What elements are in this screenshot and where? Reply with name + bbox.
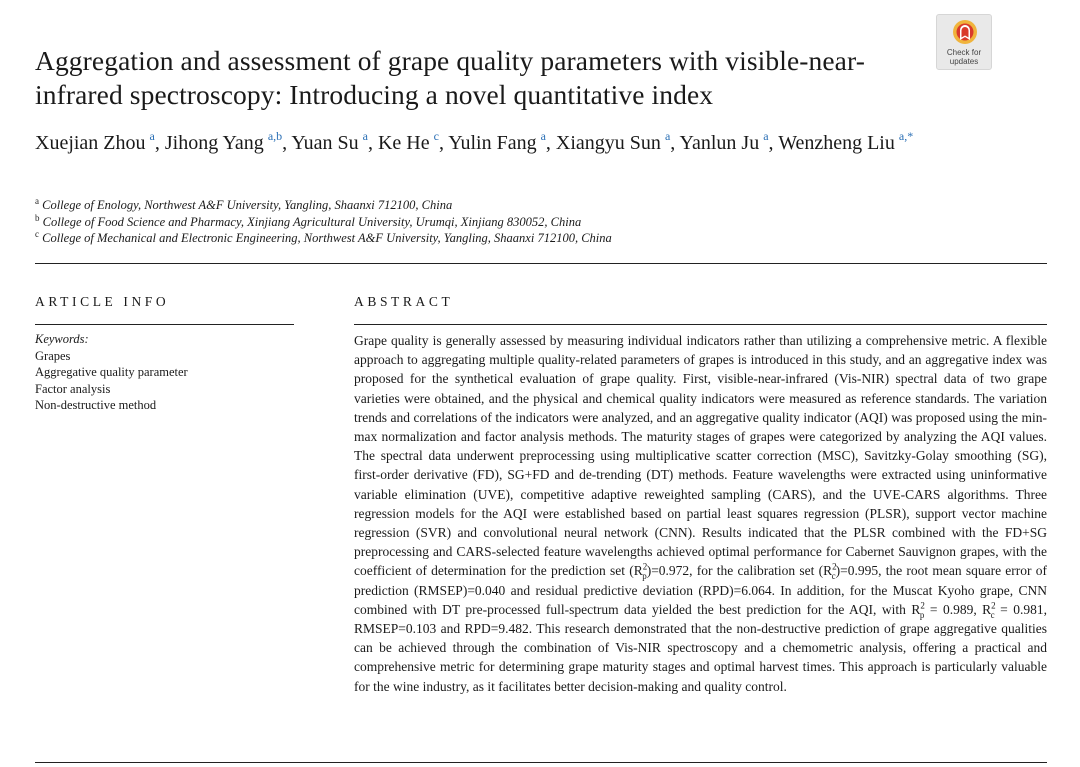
- check-for-updates-badge[interactable]: [936, 14, 992, 70]
- author-affiliation-marker[interactable]: a: [540, 129, 546, 143]
- abstract-part-2: )=0.972, for the calibration set (R: [646, 563, 833, 579]
- keywords-block: [35, 331, 295, 414]
- keyword-item: Aggregative quality parameter: [35, 365, 188, 379]
- author-name: Wenzheng Liu: [778, 132, 895, 154]
- abstract-part-4: = 0.989, R: [924, 601, 992, 617]
- check-for-updates-label: Check for updates: [946, 48, 982, 66]
- keyword-item: Grapes: [35, 348, 71, 363]
- article-info-divider: [35, 324, 294, 325]
- author[interactable]: [555, 129, 671, 154]
- author-name: Jihong Yang: [164, 132, 264, 154]
- abstract-heading: ABSTRACT: [354, 294, 454, 309]
- author[interactable]: [679, 129, 769, 154]
- author-name: Xiangyu Sun: [555, 132, 661, 154]
- author-affiliation-marker[interactable]: a: [362, 129, 368, 143]
- affiliation: $^a$ College of Enology, Northwest A&F University, Yangling, Shaanxi 712100, China: [35, 196, 453, 212]
- author-affiliation-marker[interactable]: a: [763, 129, 769, 143]
- author-affiliation-marker[interactable]: a,b: [267, 129, 283, 143]
- author-name: Yanlun Ju: [679, 132, 760, 154]
- author-affiliation-marker[interactable]: c: [433, 129, 439, 143]
- affiliation: $^c$ College of Mechanical and Electronic Engineering, Northwest A&F University, Yangling, Shaanxi 712100, China: [35, 229, 612, 245]
- author-name: Xuejian Zhou: [35, 132, 146, 154]
- author[interactable]: [164, 129, 283, 154]
- author[interactable]: [778, 129, 914, 154]
- keyword-item: Factor analysis: [35, 381, 111, 396]
- author-affiliation-marker[interactable]: a,*: [898, 129, 914, 143]
- footer-divider: [35, 762, 1047, 763]
- author[interactable]: [35, 129, 155, 154]
- author-name: Yuan Su: [291, 132, 359, 154]
- author-affiliation-marker[interactable]: a: [149, 129, 155, 143]
- abstract-part-3: )=0.995, the root mean square error of prediction (RMSEP)=0.040 and residual predictive deviation (RPD)=6.064. In addition, for the Muscat Kyoho grape, CNN combined with DT pre-processed full-spectrum data yielded the best prediction for the AQI, with R: [354, 563, 1047, 617]
- keywords-label: Keywords:: [35, 332, 89, 346]
- abstract-text: Grape quality is generally assessed by measuring individual indicators rather than utilizing a comprehensive metric. A flexible approach to aggregating multiple quality-related parameters of grapes is introduced in this study, and an aggregative index was proposed for the synthetical evaluation of grape quality. First, visible-near-infrared (Vis-NIR) spectral data of two grape varieties were obtained, and the physical and chemical quality indicators were measured as reference standards. The variation trends and correlations of the indicators were analyzed, and an aggregative quality indicator (AQI) was proposed using the min-max normalization and factor analysis methods. The maturity stages of grapes were categorized by analyzing the AQI values. The spectral data underwent preprocessing using multiplicative scatter correction (MSC), Savitzky-Golay smoothing (SG), first-order derivative (FD), SG+FD and de-trending (DT) methods. Feature wavelengths were extracted using uninformative variable elimination (UVE), competitive adaptive reweighted sampling (CARS), and the UVE-CARS algorithms. Three regression models for the AQI were established based on partial least squares regression (PLSR), support vector machine regression (SVR) and convolutional neural network (CNN). Results indicated that the PLSR combined with the FD+SG preprocessing and CARS-selected feature wavelengths achieved optimal performance for Cabernet Sauvignon grapes, with the coefficient of determination for the prediction set $(R^2_p)=0.972$, for the calibration set $(R^2_c)=0.995$, the root mean square error of prediction (RMSEP)=0.040 and residual predictive deviation (RPD)=6.064. In addition, for the Muscat Kyoho grape, CNN combined with DT pre-processed full-spectrum data yielded the best prediction for the AQI, with $R^2_p = 0.989$, $R^2_c = 0.981$, RMSEP=0.103 and RPD=9.482. This research demonstrated that the non-destructive prediction of grape aggregative qualities can be achieved through the combination of Vis-NIR spectroscopy and a chemometric analysis, offering a practical and comprehensive metric for determining grape maturity stages and optimal harvest times. This approach is particularly valuable for the wine industry, as it facilitates better decision-making and quality control.: [354, 333, 1047, 694]
- author[interactable]: [291, 129, 368, 154]
- header-divider: [35, 263, 1047, 264]
- author-name: Ke He: [377, 132, 430, 154]
- keyword-item: Non-destructive method: [35, 398, 157, 412]
- abstract-part-5: = 0.981, RMSEP=0.103 and RPD=9.482. This research demonstrated that the non-destructive prediction of grape aggregative qualities can be achieved through the combination of Vis-NIR spectroscopy and a chemometric analysis, offering a practical and comprehensive metric for determining grape maturity stages and optimal harvest times. This approach is particularly valuable for the wine industry, as it facilitates better decision-making and quality control.: [354, 601, 1047, 694]
- affiliation-list: [35, 197, 1045, 247]
- author[interactable]: [377, 129, 439, 154]
- abstract-part-1: Grape quality is generally assessed by measuring individual indicators rather than utilizing a comprehensive metric. A flexible approach to aggregating multiple quality-related parameters of grapes is introduced in this study, and an aggregative index was proposed for the synthetical evaluation of grape quality. First, visible-near-infrared (Vis-NIR) spectral data of two grape varieties were obtained, and the physical and chemical quality indicators were measured as reference standards. The variation trends and correlations of the indicators were analyzed, and an aggregative quality indicator (AQI) was proposed using the min-max normalization and factor analysis methods. The maturity stages of grapes were categorized by analyzing the AQI values. The spectral data underwent preprocessing using multiplicative scatter correction (MSC), Savitzky-Golay smoothing (SG), first-order derivative (FD), SG+FD and de-trending (DT) methods. Feature wavelengths were extracted using uninformative variable elimination (UVE), competitive adaptive reweighted sampling (CARS), and the UVE-CARS algorithms. Three regression models for the AQI were established based on partial least squares regression (PLSR), support vector machine regression (SVR) and convolutional neural network (CNN). Results indicated that the PLSR combined with the FD+SG preprocessing and CARS-selected feature wavelengths achieved optimal performance for Cabernet Sauvignon grapes, with the coefficient of determination for the prediction set (R: [354, 333, 1047, 579]
- author-name: Yulin Fang: [448, 132, 537, 154]
- abstract-divider: [354, 324, 1047, 325]
- check-for-updates-icon: [951, 18, 979, 48]
- author-affiliation-marker[interactable]: a: [664, 129, 671, 143]
- author[interactable]: [448, 129, 546, 154]
- affiliation: $^b$ College of Food Science and Pharmacy, Xinjiang Agricultural University, Urumqi, Xinjiang 830052, China: [35, 212, 582, 229]
- paper-title: Aggregation and assessment of grape quality parameters with visible-near-infrared spectroscopy: Introducing a novel quantitative index: [35, 45, 865, 110]
- article-info-heading: ARTICLE INFO: [35, 294, 170, 309]
- author-list: Xuejian Zhou $^a$, Jihong Yang $^{a,b}$, Yuan Su $^a$, Ke He $^c$, Yulin Fang $^a$, Xiangyu Sun $^a$, Yanlun Ju $^a$, Wenzheng Liu $^{a,*}$: [35, 129, 914, 154]
- keyword-list: [35, 348, 295, 414]
